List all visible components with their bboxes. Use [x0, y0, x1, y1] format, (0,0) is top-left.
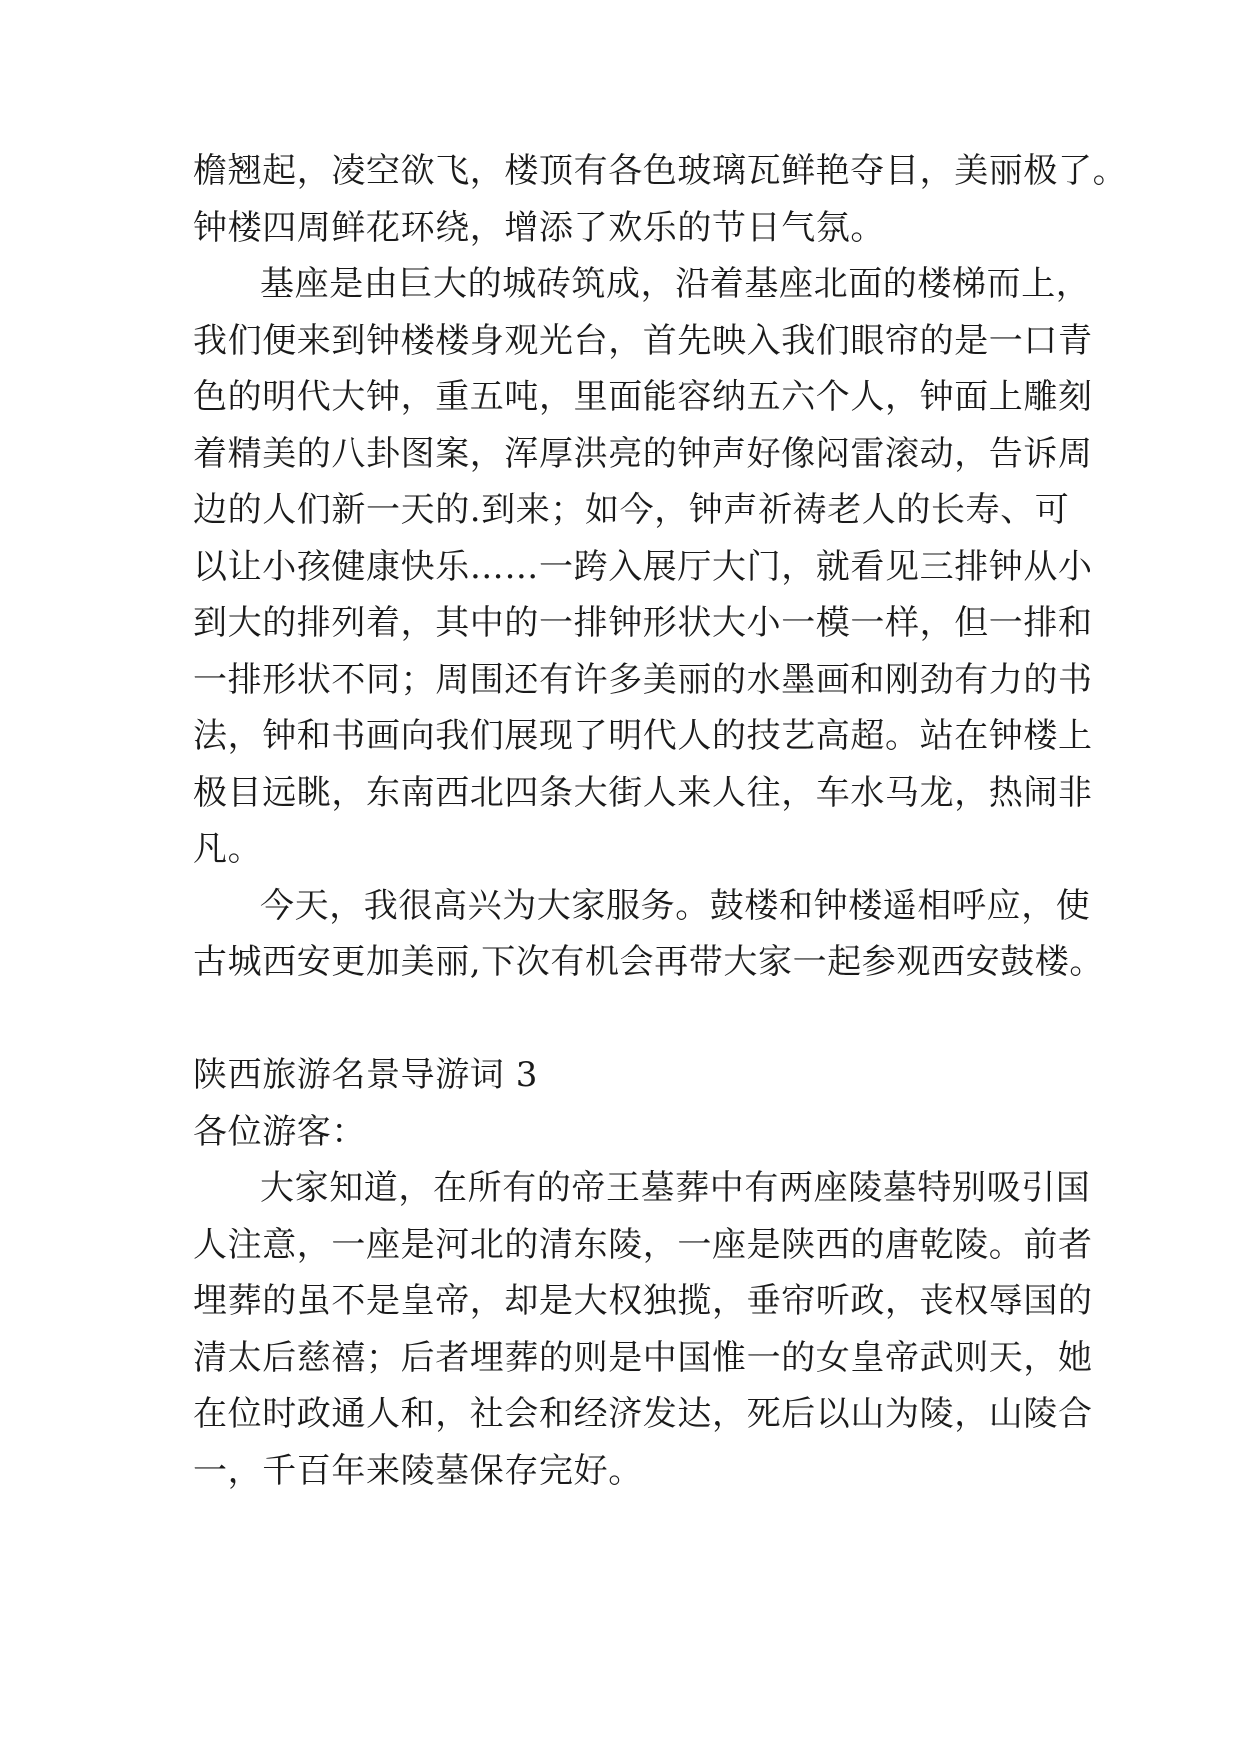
text-line: 埋葬的虽不是皇帝，却是大权独揽，垂帘听政，丧权辱国的 — [193, 1281, 1093, 1321]
text-line: 色的明代大钟，重五吨，里面能容纳五六个人，钟面上雕刻 — [193, 377, 1093, 417]
text-line: 边的人们新一天的.到来；如今，钟声祈祷老人的长寿、可 — [193, 490, 1070, 530]
text-line: 钟楼四周鲜花环绕，增添了欢乐的节日气氛。 — [193, 208, 885, 248]
text-line: 极目远眺，东南西北四条大街人来人往，车水马龙，热闹非 — [193, 773, 1093, 813]
text-line: 到大的排列着，其中的一排钟形状大小一模一样，但一排和 — [193, 603, 1093, 643]
greeting-line: 各位游客： — [193, 1112, 366, 1152]
text-line: 法，钟和书画向我们展现了明代人的技艺高超。站在钟楼上 — [193, 716, 1093, 756]
text-line: 在位时政通人和，社会和经济发达，死后以山为陵，山陵合 — [193, 1394, 1093, 1434]
paragraph-start-line: 大家知道，在所有的帝王墓葬中有两座陵墓特别吸引国 — [260, 1168, 1091, 1208]
text-line: 凡。 — [193, 829, 263, 869]
paragraph-start-line: 基座是由巨大的城砖筑成，沿着基座北面的楼梯而上， — [260, 264, 1091, 304]
text-line: 着精美的八卦图案，浑厚洪亮的钟声好像闷雷滚动，告诉周 — [193, 434, 1093, 474]
text-line: 一排形状不同；周围还有许多美丽的水墨画和刚劲有力的书 — [193, 660, 1093, 700]
section-title: 陕西旅游名景导游词 3 — [193, 1055, 539, 1095]
text-line: 古城西安更加美丽,下次有机会再带大家一起参观西安鼓楼。 — [193, 942, 1105, 982]
paragraph-start-line: 今天，我很高兴为大家服务。鼓楼和钟楼遥相呼应，使 — [260, 886, 1091, 926]
text-line: 以让小孩健康快乐……一跨入展厅大门，就看见三排钟从小 — [193, 547, 1093, 587]
text-line: 一，千百年来陵墓保存完好。 — [193, 1451, 643, 1491]
text-line: 檐翘起，凌空欲飞，楼顶有各色玻璃瓦鲜艳夺目，美丽极了。 — [193, 151, 1128, 191]
text-line: 清太后慈禧；后者埋葬的则是中国惟一的女皇帝武则天，她 — [193, 1338, 1093, 1378]
text-line: 人注意，一座是河北的清东陵，一座是陕西的唐乾陵。前者 — [193, 1225, 1093, 1265]
text-line: 我们便来到钟楼楼身观光台，首先映入我们眼帘的是一口青 — [193, 321, 1093, 361]
